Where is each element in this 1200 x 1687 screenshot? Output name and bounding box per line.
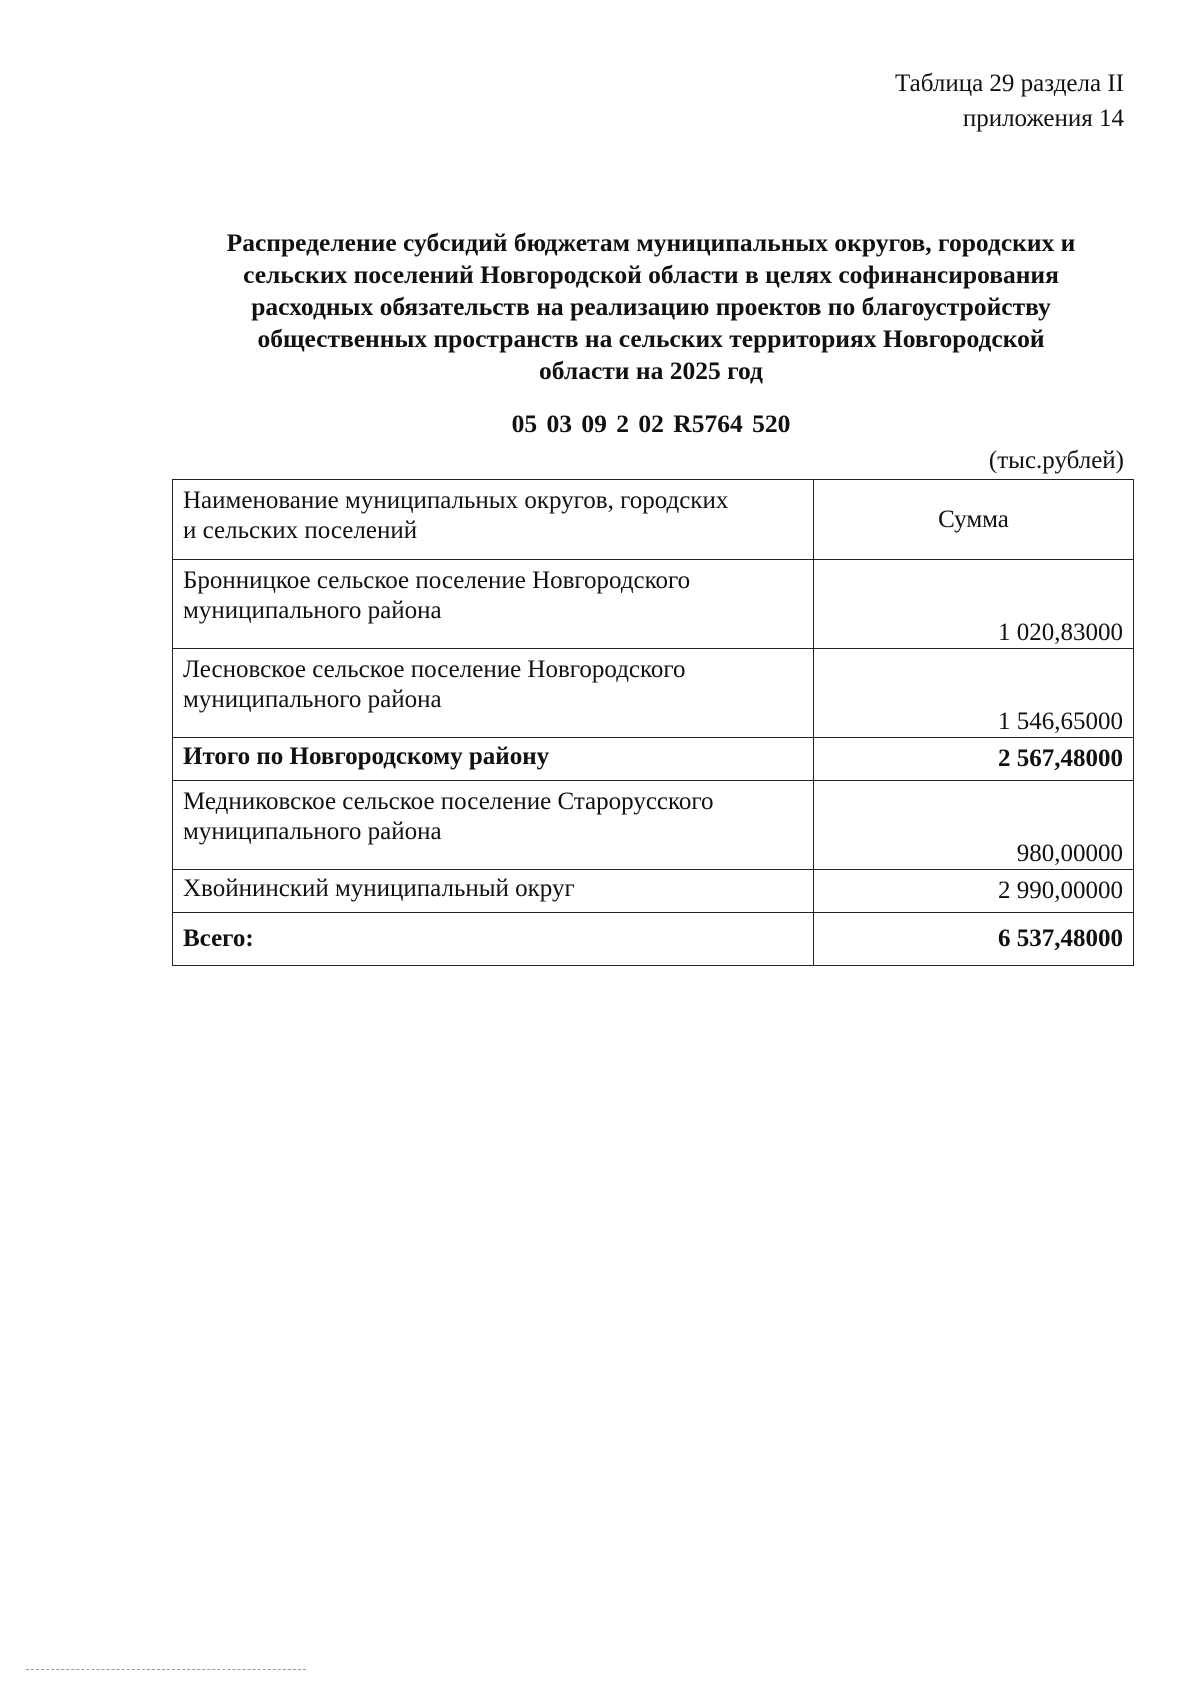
table-header-row	[173, 480, 1134, 560]
title-line-5: области на 2025 год	[539, 356, 763, 385]
header-sum-cell: Сумма	[814, 480, 1134, 560]
row-name-cell: Хвойнинский муниципальный округ	[173, 870, 814, 913]
table-row	[173, 870, 1134, 913]
row-name-line1: Бронницкое сельское поселение Новгородского	[183, 567, 691, 594]
allocation-table	[172, 479, 1134, 966]
row-name-cell	[173, 560, 814, 649]
table-row	[173, 560, 1134, 649]
row-sum-cell: 1 020,83000	[814, 560, 1134, 649]
table-row	[173, 649, 1134, 738]
title-line-1: Распределение субсидий бюджетам муниципальных округов, городских и	[226, 228, 1076, 257]
title-line-4: общественных пространств на сельских территориях Новгородской	[257, 324, 1045, 353]
header-name-line1: Наименование муниципальных округов, городских	[183, 487, 729, 514]
table-reference-line2: приложения 14	[962, 105, 1124, 132]
row-sum-cell: 980,00000	[814, 781, 1134, 870]
budget-code: 05 03 09 2 02 R5764 520	[511, 409, 791, 438]
row-name-line2: муниципального района	[183, 597, 442, 624]
grand-total-row	[173, 913, 1134, 966]
row-name-line2: муниципального района	[183, 686, 442, 713]
grand-total-name-cell: Всего:	[173, 913, 814, 966]
table-row	[173, 781, 1134, 870]
row-name-line1: Медниковское сельское поселение Старорусского	[183, 788, 714, 815]
grand-total-sum-cell: 6 537,48000	[814, 913, 1134, 966]
table-reference-line1: Таблица 29 раздела II	[895, 70, 1124, 97]
subtotal-name-cell: Итого по Новгородскому району	[173, 738, 814, 781]
subtotal-sum-cell: 2 567,48000	[814, 738, 1134, 781]
subtotal-row	[173, 738, 1134, 781]
title-line-2: сельских поселений Новгородской области в целях софинансирования	[243, 260, 1059, 289]
units-label: (тыс.рублей)	[988, 447, 1124, 474]
title-line-3: расходных обязательств на реализацию проектов по благоустройству	[251, 292, 1051, 321]
row-name-cell	[173, 649, 814, 738]
header-name-line2: и сельских поселений	[183, 517, 418, 544]
row-name-line1: Лесновское сельское поселение Новгородского	[183, 656, 686, 683]
row-name-line2: муниципального района	[183, 818, 442, 845]
row-sum-cell: 2 990,00000	[814, 870, 1134, 913]
document-title	[170, 227, 1132, 387]
table-reference	[895, 66, 1124, 136]
row-sum-cell: 1 546,65000	[814, 649, 1134, 738]
header-name-cell	[173, 480, 814, 560]
row-name-cell	[173, 781, 814, 870]
scan-edge-line	[26, 1669, 306, 1671]
